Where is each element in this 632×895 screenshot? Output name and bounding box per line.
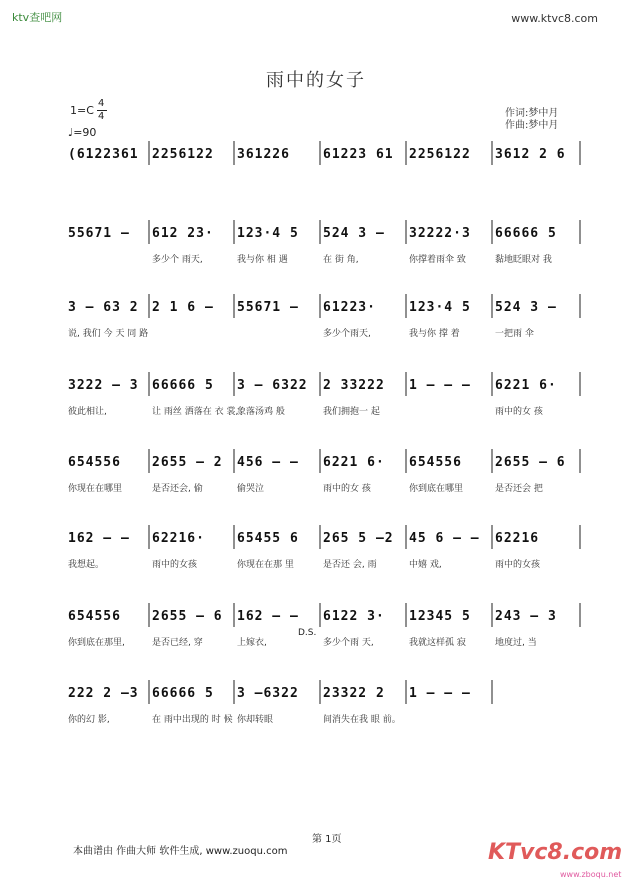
lyricist-credit: 作词:梦中月 xyxy=(505,108,559,119)
measure-lyrics: 你现在在那 里 xyxy=(237,560,294,570)
measure-notes: 6122 3· xyxy=(323,609,385,624)
measure-lyrics: 你现在在哪里 xyxy=(68,484,123,494)
measure-notes: 2256122 xyxy=(152,147,214,162)
measure-lyrics: 多少个 雨天, xyxy=(152,255,203,265)
measure-notes: 265 5 –2 xyxy=(323,531,394,546)
measure-lyrics: 说, 我们 今 天 同 路 xyxy=(68,329,149,339)
measure-notes: 243 – 3 xyxy=(495,609,557,624)
measure-notes: 524 3 – xyxy=(323,226,385,241)
measure-notes: 66666 5 xyxy=(152,378,214,393)
measure-lyrics: 上嫁衣, xyxy=(237,638,267,648)
key-signature: 1=C xyxy=(70,104,94,117)
measure-notes: 123·4 5 xyxy=(237,226,299,241)
measure-lyrics: 我们拥抱一 起 xyxy=(323,407,380,417)
time-signature-top: 4 xyxy=(98,98,105,109)
measure-lyrics: 雨中的女孩 xyxy=(495,560,541,570)
measure-lyrics: 是否还 会, 雨 xyxy=(323,560,377,570)
measure-notes: 2655 – 6 xyxy=(152,609,223,624)
measure-lyrics: 黏地眨眼对 我 xyxy=(495,255,552,265)
measure-lyrics: 让 雨丝 洒落在 衣 裳, xyxy=(152,407,239,417)
measure-notes: 654556 xyxy=(68,455,121,470)
measure-notes: 1 – – – xyxy=(409,686,471,701)
page-title: 雨中的女子 xyxy=(266,70,366,91)
measure-notes: 2 1 6 – xyxy=(152,300,214,315)
measure-lyrics: 你到底在哪里 xyxy=(409,484,464,494)
measure-lyrics: 象落汤鸡 般 xyxy=(237,407,285,417)
site-logo-url: www.zboqu.net xyxy=(560,870,622,879)
measure-lyrics: 彼此相让, xyxy=(68,407,107,417)
measure-notes: 2 33222 xyxy=(323,378,385,393)
measure-notes: 654556 xyxy=(68,609,121,624)
measure-lyrics: 我想起。 xyxy=(68,560,105,570)
measure-lyrics: 你到底在那里, xyxy=(68,638,125,648)
measure-notes: 2256122 xyxy=(409,147,471,162)
site-logo: KTvc8.com xyxy=(488,840,623,865)
measure-notes: 55671 – xyxy=(68,226,130,241)
measure-lyrics: 是否还会, 偷 xyxy=(152,484,203,494)
composer-credit: 作曲:梦中月 xyxy=(505,120,559,131)
measure-notes: 2655 – 2 xyxy=(152,455,223,470)
measure-lyrics: 地度过, 当 xyxy=(495,638,537,648)
measure-notes: 66666 5 xyxy=(152,686,214,701)
measure-notes: 162 – – xyxy=(68,531,130,546)
measure-lyrics: 我就这样孤 寂 xyxy=(409,638,466,648)
measure-notes: 524 3 – xyxy=(495,300,557,315)
measure-notes: 61223 61 xyxy=(323,147,394,162)
ds-mark: D.S. xyxy=(298,628,317,638)
measure-notes: 3222 – 3 xyxy=(68,378,139,393)
measure-lyrics: 雨中的女孩 xyxy=(152,560,198,570)
measure-notes: 65455 6 xyxy=(237,531,299,546)
measure-notes: 62216· xyxy=(152,531,205,546)
measure-lyrics: 是否还会 把 xyxy=(495,484,543,494)
measure-lyrics: 中嬉 戏, xyxy=(409,560,442,570)
measure-lyrics: 一把雨 伞 xyxy=(495,329,534,339)
measure-lyrics: 是否已经, 穿 xyxy=(152,638,203,648)
measure-lyrics: 在 雨中出现的 时 候 xyxy=(152,715,233,725)
measure-notes: 3 –6322 xyxy=(237,686,299,701)
measure-notes: 6221 6· xyxy=(323,455,385,470)
measure-notes: 1 – – – xyxy=(409,378,471,393)
measure-notes: 222 2 –3 xyxy=(68,686,139,701)
measure-lyrics: 偷哭泣 xyxy=(237,484,265,494)
page-number: 第 1页 xyxy=(312,834,342,845)
measure-lyrics: 我与你 相 遇 xyxy=(237,255,288,265)
measure-notes: 162 – – xyxy=(237,609,299,624)
time-signature-bottom: 4 xyxy=(98,111,105,122)
measure-notes: 3 – 63 2 xyxy=(68,300,139,315)
measure-notes: 62216 xyxy=(495,531,540,546)
measure-notes: 123·4 5 xyxy=(409,300,471,315)
measure-notes: 361226 xyxy=(237,147,290,162)
measure-notes: 12345 5 xyxy=(409,609,471,624)
site-url[interactable]: www.ktvc8.com xyxy=(511,12,598,25)
measure-lyrics: 多少个雨 天, xyxy=(323,638,374,648)
measure-lyrics: 你却转眼 xyxy=(237,715,274,725)
measure-notes: 55671 – xyxy=(237,300,299,315)
measure-lyrics: 雨中的女 孩 xyxy=(495,407,543,417)
measure-notes: (6122361 xyxy=(68,147,139,162)
measure-lyrics: 在 街 角, xyxy=(323,255,359,265)
measure-notes: 2655 – 6 xyxy=(495,455,566,470)
measure-notes: 66666 5 xyxy=(495,226,557,241)
measure-notes: 61223· xyxy=(323,300,376,315)
measure-lyrics: 我与你 撑 着 xyxy=(409,329,460,339)
measure-notes: 23322 2 xyxy=(323,686,385,701)
measure-notes: 45 6 – – xyxy=(409,531,480,546)
measure-lyrics: 间消失在我 眼 前。 xyxy=(323,715,401,725)
measure-notes: 612 23· xyxy=(152,226,214,241)
measure-lyrics: 你撑着雨伞 致 xyxy=(409,255,466,265)
measure-notes: 3 – 6322 xyxy=(237,378,308,393)
tempo-marking: ♩=90 xyxy=(68,126,97,139)
measure-lyrics: 雨中的女 孩 xyxy=(323,484,371,494)
measure-notes: 456 – – xyxy=(237,455,299,470)
measure-notes: 654556 xyxy=(409,455,462,470)
site-name[interactable]: ktv查吧网 xyxy=(12,11,63,24)
measure-notes: 6221 6· xyxy=(495,378,557,393)
measure-lyrics: 你的幻 影, xyxy=(68,715,110,725)
measure-notes: 3612 2 6 xyxy=(495,147,566,162)
measure-notes: 32222·3 xyxy=(409,226,471,241)
measure-lyrics: 多少个雨天, xyxy=(323,329,371,339)
footer-credit: 本曲谱由 作曲大师 软件生成, www.zuoqu.com xyxy=(73,846,288,857)
